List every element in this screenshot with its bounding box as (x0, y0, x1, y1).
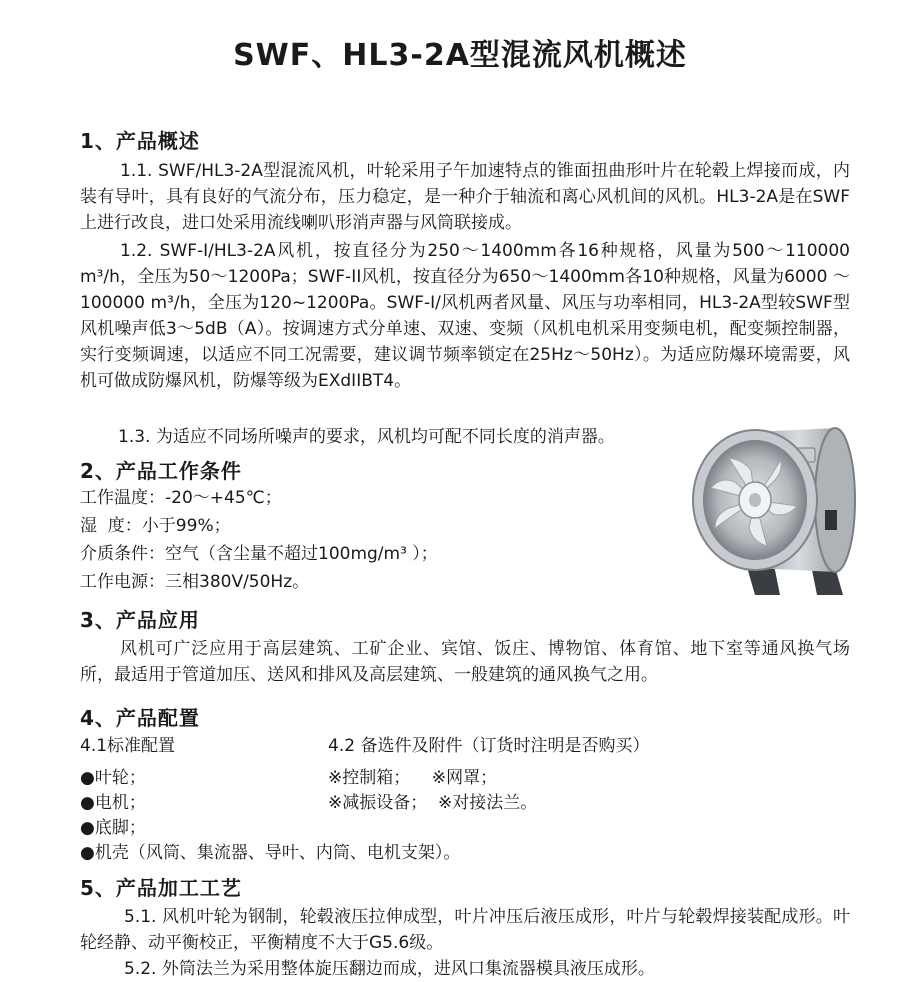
std-item-casing: ●机壳（风筒、集流器、导叶、内筒、电机支架）。 (80, 843, 461, 863)
std-item-motor: ●电机； (80, 793, 146, 813)
paragraph-3: 风机可广泛应用于高层建筑、工矿企业、宾馆、饭庄、博物馆、体育馆、地下室等通风换气场所，最适用于管道加压、送风和排风及高层建筑、一般建筑的通风换气之用。 (80, 639, 850, 685)
optional-config-title: 4.2 备选件及附件（订货时注明是否购买） (328, 736, 650, 756)
section-heading-application: 3、产品应用 (80, 608, 200, 632)
paragraph-5-1: 5.1. 风机叶轮为钢制，轮毂液压拉伸成型，叶片冲压后液压成形，叶片与轮毂焊接装配成形。叶轮经静、动平衡校正，平衡精度不大于G5.6级。 (80, 907, 850, 953)
section-heading-overview: 1、产品概述 (80, 129, 200, 153)
mixed-flow-fan-icon (685, 410, 870, 600)
paragraph-5-2: 5.2. 外筒法兰为采用整体旋压翻边而成，进风口集流器模具液压成形。 (124, 959, 655, 979)
paragraph-1-1: 1.1. SWF/HL3-2A型混流风机，叶轮采用子午加速特点的锥面扭曲形叶片在轮毂上焊接而成，内装有导叶，具有良好的气流分布，压力稳定，是一种介于轴流和离心风机间的风机。HL3-2A是在SWF上进行改良，进口处采用流线喇叭形消声器与风筒联接成。 (80, 161, 850, 233)
condition-power: 工作电源：三相380V/50Hz。 (80, 572, 310, 592)
opt-items-row2: ※减振设备； ※对接法兰。 (328, 793, 538, 813)
condition-medium: 介质条件：空气（含尘量不超过100mg/m³ ）； (80, 544, 438, 564)
paragraph-1-3: 1.3. 为适应不同场所噪声的要求，风机均可配不同长度的消声器。 (118, 427, 615, 447)
opt-items-row1: ※控制箱； ※网罩； (328, 768, 498, 788)
paragraph-1-2: 1.2. SWF-I/HL3-2A风机，按直径分为250～1400mm各16种规格，风量为500～110000 m³/h，全压为50～1200Pa；SWF-II风机，按直径分为650～1400mm各10种规格，风量为6000 ～100000 m³/h，全压为120~1200Pa。SWF-I/风机两者风量、风压与功率相同，HL3-2A型较SWF型风机噪声低3～5dB（A）。按调速方式分单速、双速、变频（风机电机采用变频电机，配变频控制器，实行变频调速，以适应不同工况需要，建议调节频率锁定在25Hz～50Hz）。为适应防爆环境需要，风机可做成防爆风机，防爆等级为EXdIIBT4。 (80, 241, 850, 391)
section-heading-process: 5、产品加工工艺 (80, 876, 242, 900)
section-heading-conditions: 2、产品工作条件 (80, 459, 242, 483)
standard-config-title: 4.1标准配置 (80, 736, 176, 756)
section-heading-configuration: 4、产品配置 (80, 706, 200, 730)
std-item-base: ●底脚； (80, 818, 146, 838)
std-item-impeller: ●叶轮； (80, 768, 146, 788)
condition-humidity: 湿 度：小于99%； (80, 516, 231, 536)
page-title: SWF、HL3-2A型混流风机概述 (233, 38, 687, 73)
condition-temperature: 工作温度：-20～+45℃； (80, 488, 282, 508)
